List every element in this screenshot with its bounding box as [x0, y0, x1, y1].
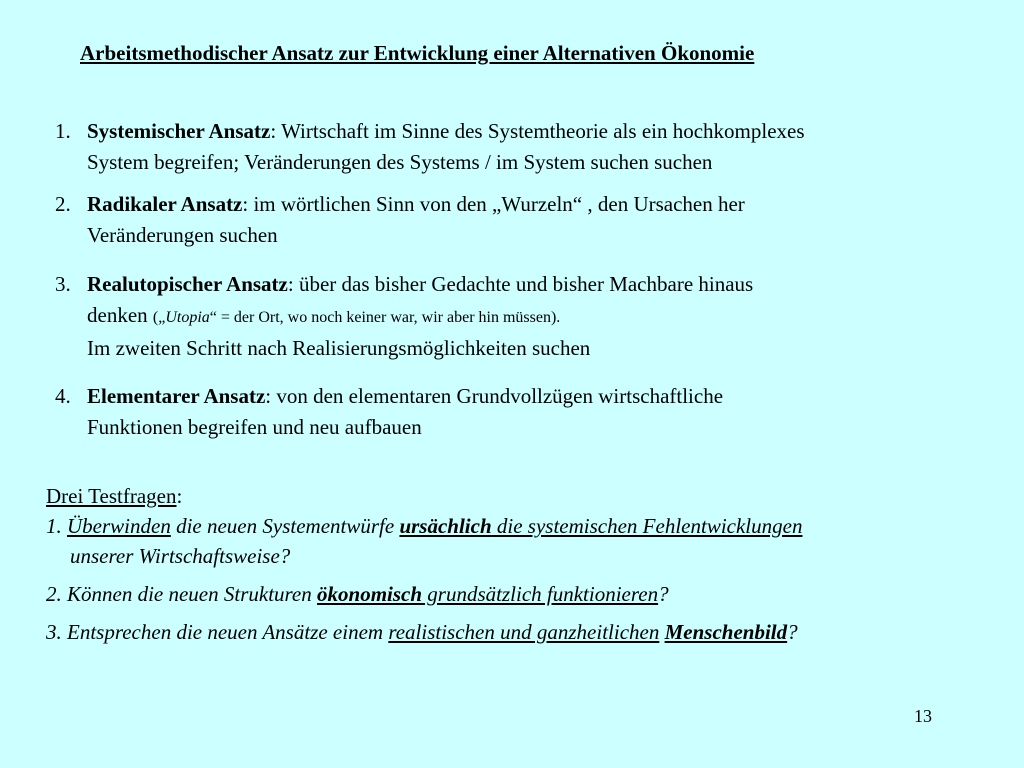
item-text-cont: System begreifen; Veränderungen des Systems / im System suchen suchen — [87, 150, 713, 174]
item-number: 1. — [55, 119, 71, 143]
item-text-cont: Veränderungen suchen — [87, 223, 278, 247]
page-number: 13 — [914, 706, 932, 726]
tests-heading — [46, 481, 1006, 511]
utopia-definition: “ = der Ort, wo noch keiner war, wir aber hin müssen). — [209, 309, 561, 326]
item-term: Elementarer Ansatz — [87, 384, 266, 408]
approach-item-1 — [55, 116, 1005, 178]
q1-number: 1. — [46, 514, 67, 538]
q1-errors: die systemischen Fehlentwicklungen — [491, 514, 803, 538]
test-question-1 — [46, 511, 1006, 541]
q2-function: grundsätzlich funktionieren — [422, 582, 659, 606]
q3-qmark: ? — [787, 620, 798, 644]
q3-pre: 3. Entsprechen die neuen Ansätze einem — [46, 620, 389, 644]
tests-heading-text: Drei Testfragen — [46, 484, 177, 508]
item-text: : über das bisher Gedachte und bisher Machbare hinaus — [287, 272, 754, 296]
item-term: Radikaler Ansatz — [87, 192, 243, 216]
test-question-3 — [46, 617, 1006, 647]
item-number: 2. — [55, 192, 71, 216]
approach-item-4 — [55, 381, 1005, 443]
utopia-note — [153, 309, 560, 326]
q2-economic: ökonomisch — [317, 582, 423, 606]
item-number: 4. — [55, 384, 71, 408]
utopia-word: Utopia — [165, 309, 210, 326]
item-term: Systemischer Ansatz — [87, 119, 271, 143]
q1-mid: die neuen Systementwürfe — [170, 514, 400, 538]
item-text-cont-2: Im zweiten Schritt nach Realisierungsmöglichkeiten suchen — [87, 336, 591, 360]
item-term: Realutopischer Ansatz — [87, 272, 288, 296]
slide-title: Arbeitsmethodischer Ansatz zur Entwicklung einer Alternativen Ökonomie — [80, 41, 755, 65]
item-text-cont: Funktionen begreifen und neu aufbauen — [87, 415, 422, 439]
test-questions — [46, 481, 1006, 647]
quote-open: („ — [152, 309, 166, 326]
q2-pre: 2. Können die neuen Strukturen — [46, 582, 318, 606]
q1-causal: ursächlich — [399, 514, 492, 538]
item-text-cont — [55, 300, 1005, 333]
q3-human-image: Menschenbild — [664, 620, 788, 644]
test-question-1-cont: unserer Wirtschaftsweise? — [70, 544, 291, 568]
item-text-denken: denken — [87, 303, 153, 327]
q3-realistic: realistischen und ganzheitlichen — [388, 620, 660, 644]
item-number: 3. — [55, 272, 71, 296]
approach-item-3 — [55, 269, 1005, 364]
tests-heading-colon: : — [176, 484, 183, 508]
q2-qmark: ? — [658, 582, 669, 606]
item-text: : von den elementaren Grundvollzügen wirtschaftliche — [265, 384, 724, 408]
item-text: : Wirtschaft im Sinne des Systemtheorie als ein hochkomplexes — [270, 119, 805, 143]
test-question-2 — [46, 579, 1006, 609]
approach-item-2 — [55, 189, 1005, 251]
q1-overcome: Überwinden — [67, 514, 171, 538]
item-text: : im wörtlichen Sinn von den „Wurzeln“ , den Ursachen her — [242, 192, 745, 216]
